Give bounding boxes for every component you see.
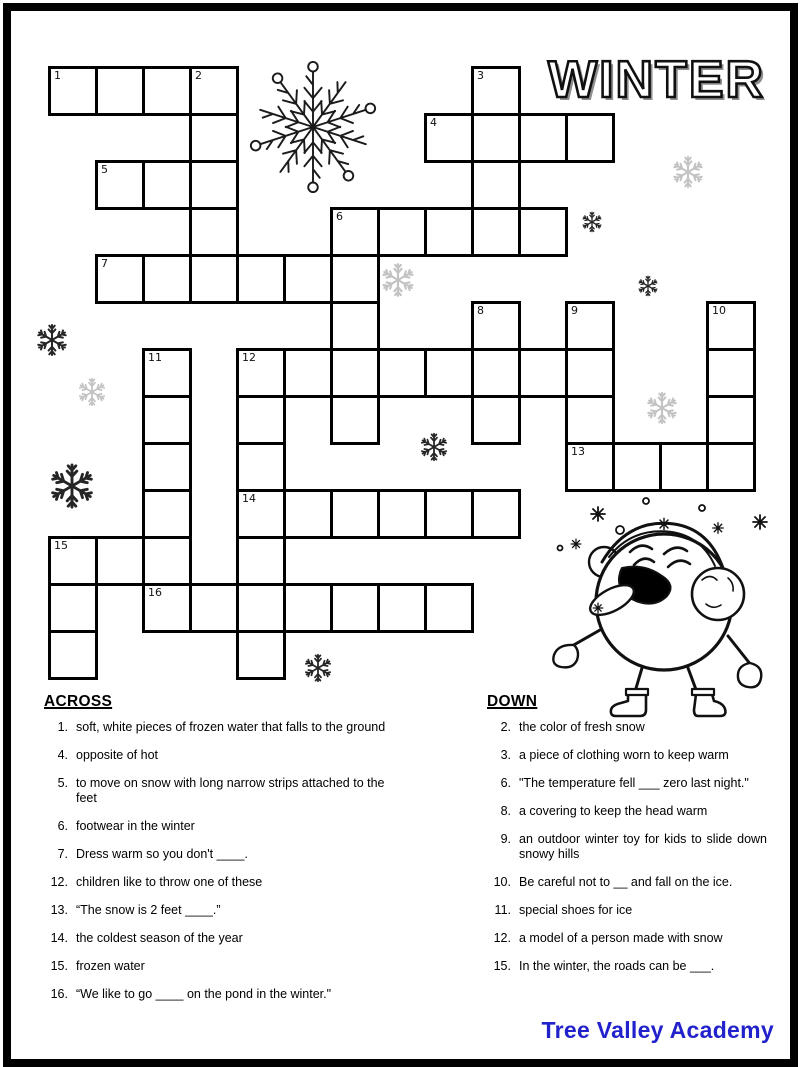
grid-cell xyxy=(424,348,474,398)
snowflake-icon xyxy=(77,377,107,407)
grid-cell xyxy=(565,395,615,445)
grid-cell xyxy=(142,583,192,633)
clue-item xyxy=(44,819,416,835)
grid-cell xyxy=(565,113,615,163)
grid-cell xyxy=(471,113,521,163)
grid-cell xyxy=(142,489,192,539)
clue-text: soft, white pieces of frozen water that falls to the ground xyxy=(76,719,386,734)
grid-cell xyxy=(471,489,521,539)
snowflake-icon xyxy=(581,211,603,233)
grid-cell xyxy=(518,113,568,163)
grid-cell xyxy=(706,395,756,445)
grid-cell xyxy=(142,442,192,492)
clue-item xyxy=(487,959,779,975)
clue-item xyxy=(44,847,416,863)
grid-cell xyxy=(95,66,145,116)
grid-cell xyxy=(236,254,286,304)
grid-cell xyxy=(330,583,380,633)
down-clue-list xyxy=(487,720,779,975)
clue-text: In the winter, the roads can be ___. xyxy=(519,959,715,973)
grid-cell xyxy=(330,395,380,445)
page-title: WINTER xyxy=(548,51,766,109)
clue-item xyxy=(44,776,416,807)
grid-cell xyxy=(377,348,427,398)
clue-item xyxy=(44,720,416,736)
snowflake-icon xyxy=(48,462,96,510)
grid-cell xyxy=(283,348,333,398)
grid-cell xyxy=(142,254,192,304)
snowflake-icon xyxy=(303,653,333,683)
grid-cell xyxy=(48,66,98,116)
clue-text: footwear in the winter xyxy=(76,819,195,833)
grid-cell xyxy=(48,583,98,633)
clue-number: 9. xyxy=(500,831,511,846)
grid-cell xyxy=(236,583,286,633)
clue-item xyxy=(44,987,416,1003)
grid-cell xyxy=(424,113,474,163)
grid-cell xyxy=(471,160,521,210)
grid-cell xyxy=(612,442,662,492)
grid-cell xyxy=(706,442,756,492)
grid-cell xyxy=(189,113,239,163)
clue-text: special shoes for ice xyxy=(519,903,633,917)
clue-number: 13. xyxy=(50,903,68,917)
grid-cell xyxy=(377,489,427,539)
clue-number: 12. xyxy=(50,875,68,889)
clue-text: “The snow is 2 feet ____.” xyxy=(76,903,221,917)
clue-number: 15. xyxy=(50,959,68,973)
clue-number: 12. xyxy=(493,931,511,945)
grid-cell xyxy=(377,583,427,633)
clue-number: 10. xyxy=(493,875,511,889)
grid-cell xyxy=(424,583,474,633)
grid-cell xyxy=(236,630,286,680)
clue-text: Be careful not to __ and fall on the ice. xyxy=(519,875,733,889)
cell-number: 11 xyxy=(148,351,162,364)
grid-cell xyxy=(565,348,615,398)
clue-item xyxy=(44,748,416,764)
grid-cell xyxy=(471,395,521,445)
grid-cell xyxy=(189,160,239,210)
grid-cell xyxy=(189,207,239,257)
grid-cell xyxy=(142,536,192,586)
grid-cell xyxy=(283,583,333,633)
clue-number: 3. xyxy=(500,747,511,762)
cell-number: 13 xyxy=(571,445,585,458)
snowflake-icon xyxy=(671,155,705,189)
cell-number: 12 xyxy=(242,351,256,364)
clue-number: 11. xyxy=(494,903,511,917)
grid-cell xyxy=(48,536,98,586)
grid-cell xyxy=(236,489,286,539)
clue-number: 6. xyxy=(500,775,511,790)
cell-number: 15 xyxy=(54,539,68,552)
grid-cell xyxy=(142,395,192,445)
grid-cell xyxy=(330,348,380,398)
down-heading: DOWN xyxy=(487,693,538,710)
grid-cell xyxy=(706,301,756,351)
clue-text: the coldest season of the year xyxy=(76,931,243,945)
clue-text: opposite of hot xyxy=(76,747,159,762)
snowflake-icon xyxy=(645,391,679,425)
cell-number: 2 xyxy=(195,69,202,82)
grid-cell xyxy=(659,442,709,492)
grid-cell xyxy=(189,583,239,633)
across-clue-list xyxy=(44,720,416,1003)
clue-item xyxy=(44,931,416,947)
clue-text: a covering to keep the head warm xyxy=(519,803,708,818)
grid-cell xyxy=(95,254,145,304)
grid-cell xyxy=(95,536,145,586)
clue-number: 14. xyxy=(50,931,68,945)
cell-number: 1 xyxy=(54,69,61,82)
clue-number: 6. xyxy=(57,819,68,833)
clue-text: an outdoor winter toy for kids to slide down snowy hills xyxy=(519,831,767,861)
clue-number: 5. xyxy=(57,775,68,790)
cell-number: 3 xyxy=(477,69,484,82)
clue-text: a model of a person made with snow xyxy=(519,931,723,945)
grid-cell xyxy=(424,207,474,257)
grid-cell xyxy=(236,536,286,586)
clue-number: 2. xyxy=(500,719,511,734)
down-clues-section xyxy=(487,694,779,987)
grid-cell xyxy=(330,207,380,257)
clue-item xyxy=(44,959,416,975)
clue-number: 7. xyxy=(57,847,68,861)
clue-item xyxy=(487,931,779,947)
grid-cell xyxy=(189,254,239,304)
grid-cell xyxy=(518,207,568,257)
clue-number: 1. xyxy=(57,719,68,734)
clue-number: 16. xyxy=(50,987,68,1001)
snowflake-icon xyxy=(380,262,416,298)
grid-cell xyxy=(189,66,239,116)
snowflake-icon xyxy=(637,275,659,297)
grid-cell xyxy=(377,207,427,257)
snowflake-icon xyxy=(419,432,449,462)
brand-text: Tree Valley Academy xyxy=(541,1017,774,1043)
clue-item xyxy=(487,903,779,919)
large-snowflake-icon xyxy=(246,57,380,197)
clue-number: 8. xyxy=(500,803,511,818)
grid-cell xyxy=(471,301,521,351)
grid-cell xyxy=(236,442,286,492)
grid-cell xyxy=(283,489,333,539)
grid-cell xyxy=(471,348,521,398)
cell-number: 6 xyxy=(336,210,343,223)
grid-cell xyxy=(565,301,615,351)
clue-text: frozen water xyxy=(76,959,145,973)
grid-cell xyxy=(330,489,380,539)
cell-number: 14 xyxy=(242,492,256,505)
grid-cell xyxy=(330,254,380,304)
clue-text: the color of fresh snow xyxy=(519,719,645,734)
cell-number: 5 xyxy=(101,163,108,176)
cell-number: 8 xyxy=(477,304,484,317)
clue-text: "The temperature fell ___ zero last night." xyxy=(519,775,749,790)
cell-number: 9 xyxy=(571,304,578,317)
grid-cell xyxy=(142,348,192,398)
clue-item xyxy=(44,903,416,919)
grid-cell xyxy=(424,489,474,539)
clue-text: “We like to go ____ on the pond in the winter." xyxy=(76,987,332,1001)
across-clues-section xyxy=(44,694,416,1015)
grid-cell xyxy=(518,348,568,398)
clue-item xyxy=(487,875,779,891)
clue-number: 4. xyxy=(57,747,68,762)
grid-cell xyxy=(471,66,521,116)
cell-number: 10 xyxy=(712,304,726,317)
grid-cell xyxy=(236,395,286,445)
snowflake-icon xyxy=(35,323,69,357)
across-heading: ACROSS xyxy=(44,693,113,710)
grid-cell xyxy=(471,207,521,257)
grid-cell xyxy=(283,254,333,304)
clue-item xyxy=(487,832,779,863)
clue-item xyxy=(44,875,416,891)
grid-cell xyxy=(142,66,192,116)
grid-cell xyxy=(330,301,380,351)
clue-number: 15. xyxy=(493,959,511,973)
clue-item xyxy=(487,720,779,736)
grid-cell xyxy=(706,348,756,398)
grid-cell xyxy=(565,442,615,492)
grid-cell xyxy=(142,160,192,210)
cell-number: 4 xyxy=(430,116,437,129)
clue-item xyxy=(487,776,779,792)
grid-cell xyxy=(95,160,145,210)
clue-text: a piece of clothing worn to keep warm xyxy=(519,747,729,762)
clue-text: children like to throw one of these xyxy=(76,875,263,889)
clue-text: to move on snow with long narrow strips attached to the feet xyxy=(76,775,385,805)
cell-number: 7 xyxy=(101,257,108,270)
clue-item xyxy=(487,748,779,764)
clue-item xyxy=(487,804,779,820)
cell-number: 16 xyxy=(148,586,162,599)
clue-text: Dress warm so you don't ____. xyxy=(76,847,248,861)
grid-cell xyxy=(48,630,98,680)
grid-cell xyxy=(236,348,286,398)
